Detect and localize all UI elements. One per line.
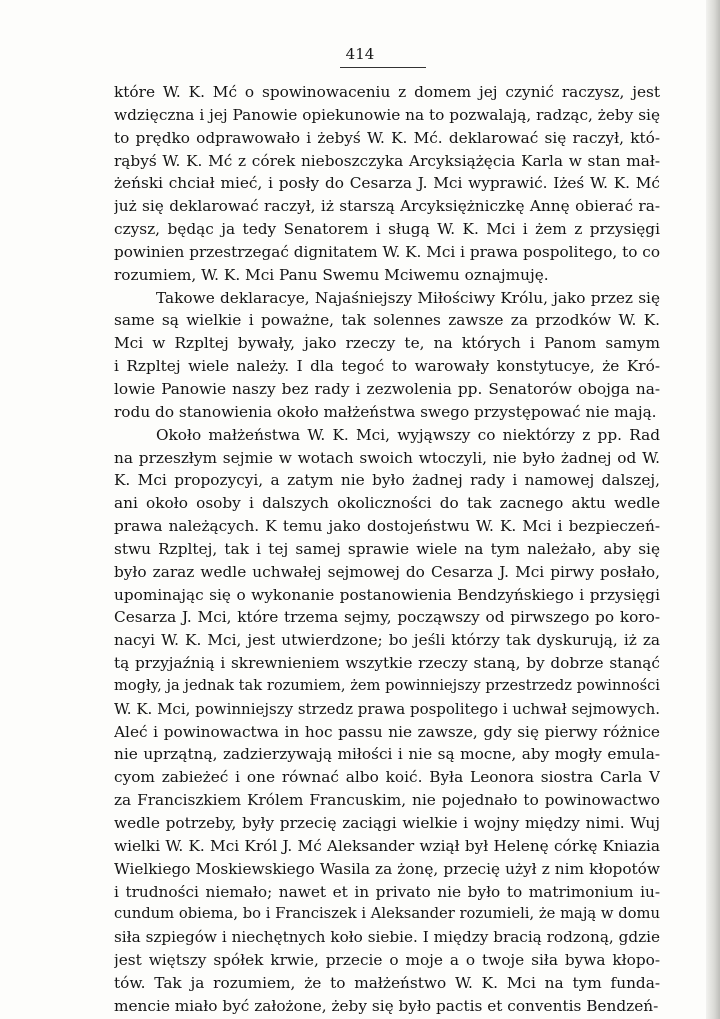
text-line: powinien przestrzegać dignitatem W. K. Mci i prawa pospolitego, to co [114, 242, 660, 261]
text-line: wielki W. K. Mci Król J. Mć Aleksander wziął był Helenę córkę Kniazia [114, 836, 660, 855]
text-line: rodu do stanowienia około małżeństwa swego przystępować nie mają. [114, 402, 657, 421]
text-line: które W. K. Mć o spowinowaceniu z domem jej czynić raczysz, jest [114, 83, 660, 101]
page-number: 414 [345, 45, 375, 63]
page-number-rule [340, 67, 426, 68]
text-line: Aleć i powinowactwa in hoc passu nie zawsze, gdy się pierwy różnice [114, 722, 660, 741]
text-line: Mci w Rzpltej bywały, jako rzeczy te, na których i Panom samym [114, 334, 660, 353]
text-line: Cesarza J. Mci, które trzema sejmy, począwszy od pirwszego po koro- [114, 608, 660, 627]
text-line: cyom zabieżeć i one równać albo koić. Była Leonora siostra Carla V [114, 768, 660, 787]
paragraph [114, 81, 660, 287]
text-line: cundum obiema, bo i Franciszek i Aleksander rozumieli, że mają w domu [114, 905, 660, 923]
text-line: wdzięczna i jej Panowie opiekunowie na to pozwalają, radząc, żeby się [114, 105, 660, 124]
text-line: Około małżeństwa W. K. Mci, wyjąwszy co niektórzy z pp. Rad [156, 425, 660, 444]
scan-edge-shadow [706, 0, 720, 1019]
text-line: czysz, będąc ja tedy Senatorem i sługą W. K. Mci i żem z przysięgi [114, 220, 660, 239]
paragraph [114, 424, 660, 1018]
text-line: Takowe deklaracye, Najaśniejszy Miłościwy Królu, jako przez się [156, 288, 660, 307]
text-line: rąbyś W. K. Mć z córek nieboszczyka Arcyksiążęcia Karla w stan mał- [114, 151, 660, 170]
text-line: W. K. Mci, powinniejszy strzedz prawa pospolitego i uchwał sejmowych. [114, 699, 660, 718]
text-line: już się deklarować raczył, iż starszą Arcyksiężniczkę Annę obierać ra- [114, 197, 660, 216]
text-line: i trudności niemało; nawet et in privato nie było to matrimonium iu- [114, 882, 660, 901]
text-line: za Franciszkiem Królem Francuskim, nie pojednało to powinowactwo [114, 791, 660, 810]
text-line: na przeszłym sejmie w wotach swoich wtoczyli, nie było żadnej od W. [114, 448, 660, 467]
text-line: same są wielkie i poważne, tak solennes zawsze za przodków W. K. [114, 311, 660, 330]
text-line: nacyi W. K. Mci, jest utwierdzone; bo jeśli którzy tak dyskurują, iż za [114, 631, 660, 650]
text-line: jest więtszy spółek krwie, przecie o moje a o twoje siła bywa kłopo- [114, 951, 660, 970]
text-line: tów. Tak ja rozumiem, że to małżeństwo W. K. Mci na tym funda- [114, 973, 660, 992]
text-line: prawa należących. K temu jako dostojeństwu W. K. Mci i bezpieczeń- [114, 517, 660, 536]
text-line: stwu Rzpltej, tak i tej samej sprawie wiele na tym należało, aby się [114, 539, 660, 558]
text-line: i Rzpltej wiele należy. I dla tegoć to warowały konstytucye, że Kró- [114, 357, 660, 376]
body-text [114, 81, 660, 1018]
text-line: żeński chciał mieć, i posły do Cesarza J. Mci wyprawić. Iżeś W. K. Mć [114, 174, 660, 193]
text-line: to prędko odprawowało i żebyś W. K. Mć. deklarować się raczył, któ- [114, 128, 660, 147]
text-line: K. Mci propozycyi, a zatym nie było żadnej rady i namowej dalszej, [114, 471, 660, 490]
text-line: rozumiem, W. K. Mci Panu Swemu Mciwemu oznajmuję. [114, 265, 549, 284]
paragraph [114, 287, 660, 424]
text-line: mencie miało być założone, żeby się było pactis et conventis Bendzeń- [114, 996, 659, 1015]
text-line: Wielkiego Moskiewskiego Wasila za żonę, przecię użył z nim kłopotów [114, 859, 660, 878]
text-line: siła szpiegów i niechętnych koło siebie. I między bracią rodzoną, gdzie [114, 928, 660, 947]
text-line: mogły, ja jednak tak rozumiem, żem powinniejszy przestrzedz powinności [114, 676, 660, 694]
text-line: lowie Panowie naszy bez rady i zezwolenia pp. Senatorów obojga na- [114, 379, 660, 398]
text-line: ani około osoby i dalszych okoliczności do tak zacnego aktu wedle [114, 494, 660, 513]
text-line: tą przyjaźnią i skrewnieniem wszytkie rzeczy staną, by dobrze stanąć [114, 654, 660, 673]
text-line: upominając się o wykonanie postanowienia Bendzyńskiego i przysięgi [114, 585, 660, 604]
text-line: nie uprzątną, zadzierzywają miłości i nie są mocne, aby mogły emula- [114, 745, 660, 764]
text-line: było zaraz wedle uchwałej sejmowej do Cesarza J. Mci pirwy posłało, [114, 562, 660, 581]
text-line: wedle potrzeby, były przecię zaciągi wielkie i wojny między nimi. Wuj [114, 814, 660, 832]
